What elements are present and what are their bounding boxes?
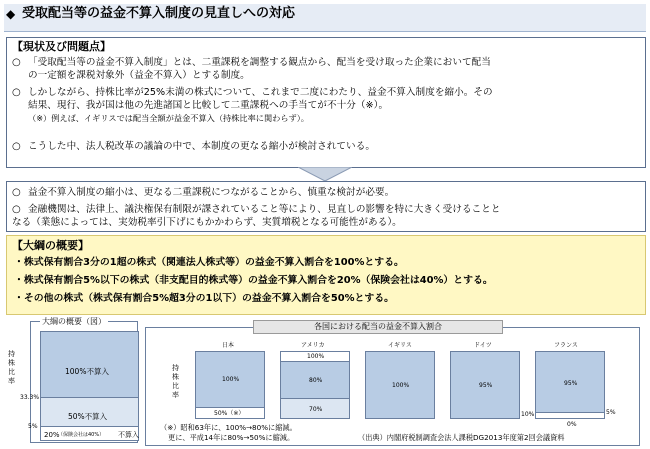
outline-item: ・株式保有割合5%以下の株式（非支配目的株式等）の益金不算入割合を20%（保険会社は40%）とする。	[14, 275, 493, 286]
usa-label-100: 100%	[307, 353, 325, 360]
country-footnote-1: （※）昭和63年に、100%→80%に縮減。	[160, 423, 297, 432]
circle-bullet-icon: ○	[12, 204, 21, 215]
concern-2-line-1: 金融機関は、法律上、議決権保有制限が課されていること等により、見直しの影響を特に大きく受けることと	[28, 204, 501, 215]
country-name-japan: 日本	[222, 342, 235, 349]
circle-bullet-icon: ○	[12, 141, 21, 152]
issue-2-note: （※）例えば、イギリスでは配当全額が益金不算入（持株比率に関わらず）。	[28, 113, 309, 123]
circle-bullet-icon: ○	[12, 187, 21, 198]
diamond-icon: ◆	[6, 7, 16, 21]
usa-label-70: 70%	[309, 406, 323, 413]
current-issues-heading: 【現状及び問題点】	[12, 40, 111, 53]
outline-heading: 【大綱の概要】	[12, 239, 89, 252]
outline-label-20-suffix: 不算入	[118, 431, 139, 439]
country-chart-title: 各国における配当の益金不算入割合	[314, 322, 442, 331]
circle-bullet-icon: ○	[12, 87, 21, 98]
outline-item: ・その他の株式（株式保有割合5%超3分の1以下）の益金不算入割合を50%とする。	[14, 293, 395, 304]
germany-label-10: 10%	[521, 411, 535, 418]
issue-1-line-1: 「受取配当等の益金不算入制度」とは、二重課税を調整する観点から、配当を受け取った企業において配当	[28, 57, 491, 68]
outline-item: ・株式保有割合3分の1超の株式（関連法人株式等）の益金不算入割合を100%とする。	[14, 257, 404, 268]
outline-threshold-5: 5%	[28, 423, 38, 430]
france-label-5: 5%	[606, 409, 616, 416]
circle-bullet-icon: ○	[12, 57, 21, 68]
issue-1-line-2: の一定額を課税対象外（益金不算入）とする制度。	[28, 70, 250, 81]
outline-y-label: 持株比率	[8, 350, 15, 385]
down-arrow-icon	[298, 167, 352, 181]
country-y-label: 持株比率	[172, 364, 179, 399]
france-label-95: 95%	[564, 380, 578, 387]
country-footnote-2: 更に、平成14年に80%→50%に縮減。	[168, 433, 295, 442]
page-title: 受取配当等の益金不算入制度の見直しへの対応	[22, 6, 296, 21]
outline-label-20: 20%	[44, 431, 60, 439]
usa-label-80: 80%	[309, 377, 323, 384]
country-name-usa: アメリカ	[301, 342, 325, 349]
country-name-france: フランス	[554, 342, 578, 349]
country-source: （出典）内閣府税制調査会法人課税DG2013年度第2回会議資料	[358, 433, 565, 442]
issue-3-line-1: こうした中、法人税改革の議論の中で、本制度の更なる縮小が検討されている。	[28, 141, 375, 152]
japan-label-50: 50%（※）	[214, 410, 245, 417]
japan-label-100: 100%	[222, 376, 240, 383]
country-name-uk: イギリス	[388, 342, 412, 349]
outline-diagram-title: 大綱の概要（図）	[42, 317, 106, 326]
issue-2-line-1: しかしながら、持株比率が25%未満の株式について、これまで二度にわたり、益金不算入制度を縮小。その	[28, 87, 493, 98]
france-label-0: 0%	[567, 421, 577, 428]
outline-threshold-333: 33.3%	[20, 394, 40, 401]
uk-label-100: 100%	[392, 382, 410, 389]
country-name-germany: ドイツ	[474, 342, 492, 349]
germany-label-95: 95%	[479, 382, 493, 389]
outline-label-20-note: （保険会社は40%）	[58, 432, 105, 438]
france-segment-0	[535, 412, 605, 419]
concern-1-line-1: 益金不算入制度の縮小は、更なる二重課税につながることから、慎重な検討が必要。	[28, 187, 395, 198]
concern-2-line-2: なる（業態によっては、実効税率引下げにもかかわらず、実質増税となる可能性がある）。	[12, 217, 402, 228]
outline-label-50: 50%不算入	[68, 412, 108, 421]
outline-segment-100	[40, 331, 139, 398]
outline-label-100: 100%不算入	[65, 367, 109, 376]
issue-2-line-2: 結果、現行、我が国は他の先進諸国と比較して二重課税への手当てが不十分（※）。	[28, 100, 389, 111]
